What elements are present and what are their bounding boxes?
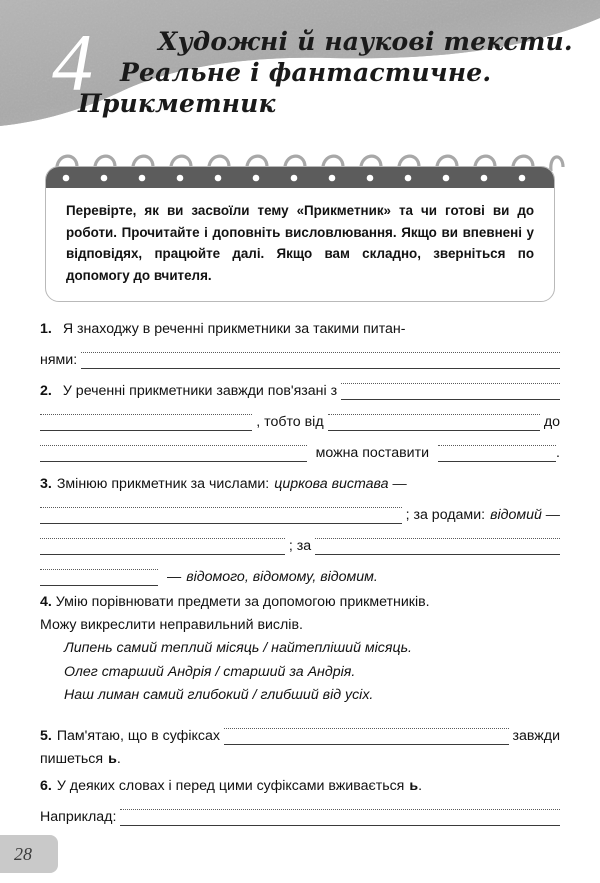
answer-blank[interactable] — [341, 381, 560, 401]
answer-blank[interactable] — [315, 536, 560, 556]
answer-blank[interactable] — [81, 350, 560, 370]
exercise-4-sentence-1: Умію порівнювати предмети за допомогою прикметників. — [55, 594, 430, 610]
exercise-3-example-1: циркова вистава — — [274, 476, 407, 492]
instruction-box — [45, 166, 555, 302]
exercise-5-soft-sign: ь — [108, 750, 117, 767]
exercise-1-text-line-2: нями: — [40, 352, 78, 368]
exercise-4-example-1: Липень самий теплий місяць / найтепліший місяць. — [64, 640, 412, 656]
exercise-3-example-3: відомого, відомому, відомим. — [186, 569, 378, 585]
exercise-3-number: 3. — [40, 476, 52, 492]
exercise-4-text-line-1 — [40, 591, 560, 614]
exercise-3-example-2: відомий — — [490, 507, 560, 523]
exercise-6-text-line-1: У деяких словах і перед цими суфіксами вживається — [56, 777, 405, 794]
title-line-1: Художні й наукові тексти. — [158, 27, 573, 56]
exercise-1-text-line-1: Я знаходжу в реченні прикметники за такими питан- — [62, 321, 406, 337]
page-number: 28 — [14, 844, 32, 864]
exercise-4-example-2: Олег старший Андрія / старший за Андрія. — [64, 663, 356, 680]
title-line-3: Прикметник — [78, 89, 276, 118]
exercise-3-dash: — — [167, 569, 182, 585]
answer-blank[interactable] — [40, 412, 252, 432]
answer-blank[interactable] — [40, 443, 307, 463]
answer-blank[interactable] — [40, 505, 402, 525]
exercise-item-4 — [40, 591, 560, 708]
exercise-5-period: . — [116, 750, 121, 767]
answer-blank[interactable] — [40, 567, 158, 587]
exercise-5-number: 5. — [40, 727, 52, 744]
exercise-6-soft-sign: ь — [409, 777, 419, 794]
exercise-item-1 — [40, 308, 560, 370]
exercise-2-text-line-3: можна поставити — [315, 445, 430, 461]
exercise-item-5 — [40, 715, 560, 769]
exercise-6-period: . — [418, 777, 423, 794]
page-title — [78, 26, 598, 119]
exercise-2-period: . — [556, 445, 560, 461]
answer-blank[interactable] — [438, 443, 556, 463]
answer-blank[interactable] — [120, 807, 560, 827]
exercise-5-text-line-2a: пишеться — [40, 750, 104, 767]
exercise-3-text-line-3a: ; за — [288, 538, 312, 554]
answer-blank[interactable] — [224, 726, 509, 746]
answer-blank[interactable] — [40, 536, 285, 556]
exercise-item-2 — [40, 370, 560, 463]
exercise-2-text-line-1: У реченні прикметники завжди пов'язані з — [62, 383, 338, 399]
spiral-holes — [46, 167, 554, 188]
exercise-6-text-line-2: Наприклад: — [40, 808, 117, 825]
instruction-text: Перевірте, як ви засвоїли тему «Прикметник» та чи готові ви до роботи. Прочитайте і доповніть висловлювання. Якщо ви впевнені у відповідях, працюйте далі. Якщо вам складно, зверніться по допомогу до вчителя. — [66, 203, 534, 283]
exercise-2-text-line-2b: до — [543, 414, 560, 430]
exercise-6-number: 6. — [40, 777, 52, 794]
exercise-4-example-3: Наш лиман самий глибокий / глибший від усіх. — [64, 687, 374, 703]
page-number-badge — [0, 835, 58, 873]
exercise-4-text-line-2: Можу викреслити неправильний вислів. — [40, 617, 303, 633]
title-line-2: Реальне і фантастичне. — [120, 58, 492, 87]
exercise-4-number: 4. — [40, 594, 52, 610]
exercise-3-text-line-2a: ; за родами: — [405, 507, 486, 523]
instruction-top-bar — [46, 167, 554, 188]
exercise-list — [40, 308, 560, 827]
exercise-3-text-line-1: Змінюю прикметник за числами: — [56, 476, 270, 492]
exercise-5-text-line-1: Пам'ятаю, що в суфіксах — [56, 727, 220, 744]
exercise-2-text-line-2a: , тобто від — [256, 414, 324, 430]
chapter-number: 4 — [52, 17, 91, 108]
exercise-1-number: 1. — [40, 321, 52, 337]
exercise-item-6 — [40, 773, 560, 827]
exercise-2-number: 2. — [40, 383, 52, 399]
exercise-item-3 — [40, 463, 560, 587]
answer-blank[interactable] — [328, 412, 540, 432]
exercise-5-text-line-1b: завжди — [512, 727, 560, 744]
page-header — [0, 0, 600, 152]
